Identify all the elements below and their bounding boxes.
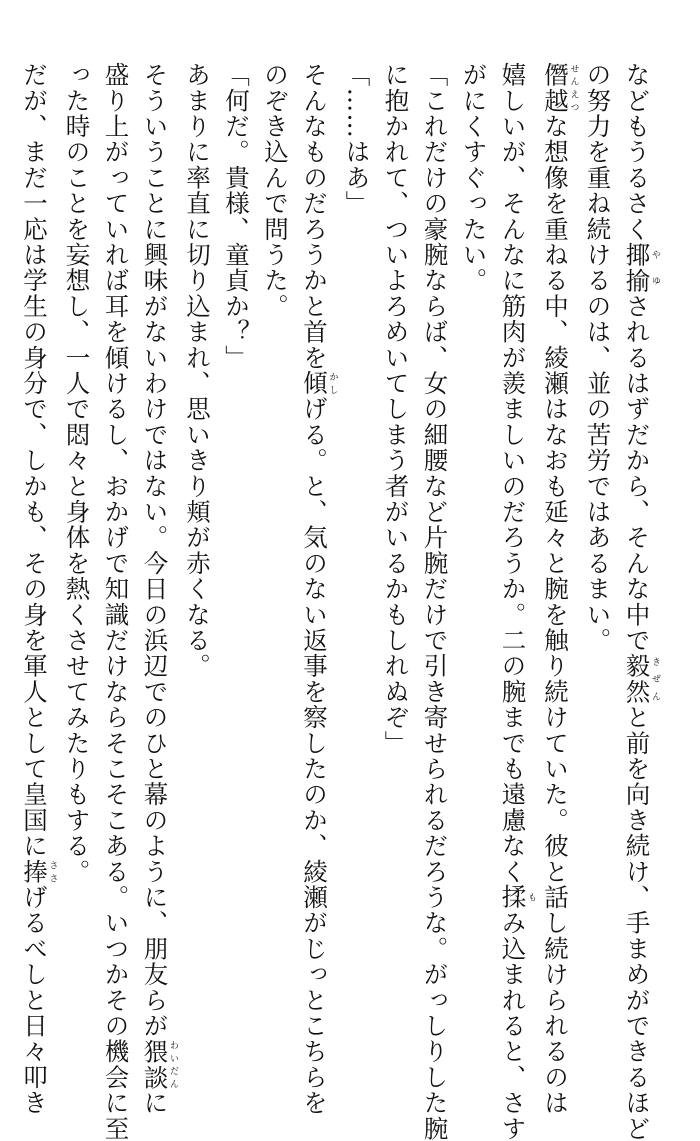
text-run: 嬉しいが、そんなに筋肉が羨ましいのだろうか。二の腕までも遠慮なく [498, 62, 528, 885]
text-column [178, 62, 217, 962]
text-column [494, 62, 537, 1141]
text-run: な想像を重ねる中、綾瀬はなおも延々と腕を触り続けていた。彼と話し続けられるのは [541, 113, 570, 1116]
text-column [455, 62, 494, 962]
text-run: だが、まだ一応は学生の身分で、しかも、その身を軍人として皇国に [20, 62, 49, 859]
ruby-reading: ささ [47, 858, 58, 885]
text-run: がにくすぐったい。 [459, 62, 489, 294]
ruby-base: 猥談 [140, 1038, 170, 1091]
text-run: 「これだけの豪腕ならば、女の細腰など片腕だけで引き寄せられるだろうな。がっしりした腕 [420, 62, 450, 1141]
ruby-base: 僭越 [541, 62, 570, 114]
ruby-word [541, 62, 579, 114]
ruby-word [498, 884, 536, 911]
ruby-reading: せんえつ [568, 62, 579, 114]
text-run: などもうるさく [622, 62, 652, 242]
text-run: 「……はあ」 [342, 62, 372, 217]
text-column [58, 62, 97, 962]
ruby-word [622, 653, 660, 705]
text-column [416, 62, 455, 1141]
ruby-word [140, 1038, 178, 1091]
text-run: そんなものだろうかと首を [300, 62, 329, 371]
text-column [256, 62, 295, 962]
ruby-base: 揶揄 [622, 241, 652, 294]
ruby-reading: わいだん [168, 1038, 178, 1091]
ruby-reading: も [526, 884, 536, 911]
ruby-word [20, 858, 58, 885]
ruby-word [622, 241, 660, 294]
ruby-reading: きぜん [650, 653, 660, 705]
text-run: 「何だ。貴様、童貞か？」 [222, 62, 251, 371]
text-run: のぞき込んで問うた。 [261, 62, 290, 319]
ruby-base: 捧 [20, 858, 49, 885]
text-column [97, 62, 136, 1141]
text-run: った時のことを妄想し、一人で悶々と身体を熱くさせてみたりもする。 [62, 62, 92, 885]
text-run: 盛り上がっていれば耳を傾けるし、おかげで知識だけならそこそこある。いつかその機会に至 [101, 62, 131, 1141]
text-column [15, 62, 58, 1116]
text-column [136, 62, 179, 1116]
text-column [338, 62, 377, 962]
text-run: げる。と、気のない返事を察したのか、綾瀬がじっとこちらを [300, 396, 329, 1116]
ruby-base: 毅然 [622, 653, 652, 705]
text-run: に抱かれて、ついよろめいてしまう者がいるかもしれぬぞ」 [381, 62, 411, 756]
ruby-reading: かし [327, 370, 338, 397]
ruby-base: 揉 [498, 884, 528, 911]
text-run: み込まれると、さす [498, 910, 528, 1141]
text-run: に [140, 1090, 170, 1116]
text-column [217, 62, 256, 962]
text-column [618, 62, 661, 1141]
text-column [536, 62, 579, 1116]
text-run: げるべしと日々叩き [20, 884, 49, 1116]
text-run: と前を向き続け、手まめができるほど [622, 704, 652, 1141]
ruby-base: 傾 [300, 370, 329, 397]
vertical-text-body [20, 62, 660, 1141]
text-run: の努力を重ね続けるのは、並の苦労ではあるまい。 [583, 62, 613, 654]
text-column [295, 62, 338, 1116]
text-run: そういうことに興味がないわけではない。今日の浜辺でのひと幕のように、朋友らが [140, 62, 170, 1039]
text-column [377, 62, 416, 962]
ruby-word [300, 370, 338, 397]
text-column [579, 62, 618, 962]
ruby-reading: やゆ [650, 241, 660, 294]
text-run: されるはずだから、そんな中で [622, 293, 652, 654]
text-run: あまりに率直に切り込まれ、思いきり頬が赤くなる。 [183, 62, 212, 679]
